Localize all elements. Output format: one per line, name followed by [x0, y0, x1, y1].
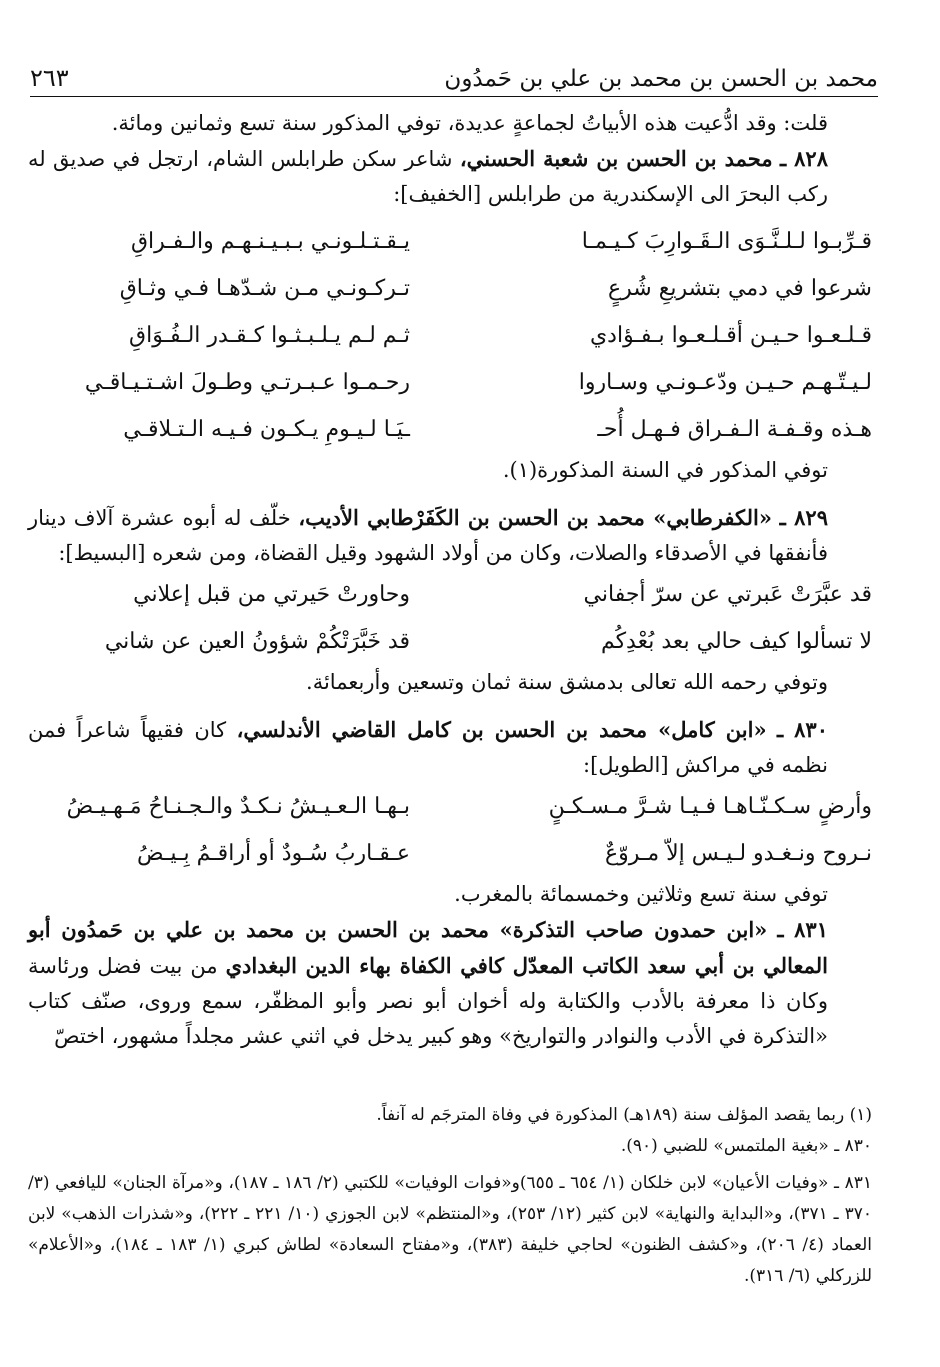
- second-hemistich: عـقـاربُ سُـودٌ أو أراقـمُ بِـيـضُ: [137, 841, 410, 866]
- entry-number: ٨٢٩ ـ: [779, 505, 828, 530]
- page-number: ٢٦٣: [30, 64, 69, 92]
- entry-text: كان فقيهاً شاعراً فمن نظمه في مراكش [الطويل]:: [28, 718, 828, 777]
- verse-line: [28, 218, 872, 265]
- verse-line: [28, 571, 872, 618]
- first-hemistich: لا تسألوا كيف حالي بعد بُعْدِكُم: [600, 629, 872, 654]
- death-note: وتوفي رحمه الله تعالى بدمشق سنة ثمان وتسعين وأربعمائة.: [306, 670, 828, 694]
- death-note: توفي سنة تسع وثلاثين وخمسمائة بالمغرب.: [454, 882, 828, 906]
- entry-name: «ابن كامل» محمد بن الحسن بن كامل القاضي الأندلسي،: [236, 717, 767, 742]
- verse-line: [28, 312, 872, 359]
- entry-name: محمد بن الحسن بن شعبة الحسني،: [459, 146, 773, 171]
- first-hemistich: قد عبَّرَتْ عَبرتي عن سرّ أجفاني: [583, 582, 872, 607]
- entry-number: ٨٣٠ ـ: [776, 717, 828, 742]
- first-hemistich: نـروح ونـغـدو لـيـس إلاّ مـروّعٌ: [605, 841, 872, 866]
- poem-828: [28, 218, 872, 453]
- verse-line: [28, 406, 872, 453]
- second-hemistich: رحـمـوا عـبـرتـي وطـولَ اشـتـيـاقـي: [84, 370, 410, 395]
- entry-831: [28, 912, 872, 1054]
- first-hemistich: وأرضٍ سـكـنّـاهـا فـيـا شـرَّ مـسـكـنٍ: [548, 794, 872, 819]
- death-note: توفي المذكور في السنة المذكورة(١).: [502, 458, 828, 482]
- entry-text: شاعر سكن طرابلس الشام، ارتجل في صديق له ركب البحرَ الى الإسكندرية من طرابلس [الخفيف]:: [28, 147, 828, 206]
- page-header: [30, 52, 878, 97]
- second-hemistich: ـيَـا لـيـومِ يـكـون فـيـه الـتـلاقـي: [123, 417, 410, 442]
- first-hemistich: قـلـعـوا حـيـن أقـلـعـوا بـفـؤادي: [589, 323, 872, 348]
- second-hemistich: تـركـونـي مـن شـدّهـا فـي وثـاقِ: [119, 276, 410, 301]
- entry-number: ٨٢٨ ـ: [779, 146, 828, 171]
- entry-828: [28, 141, 872, 212]
- footnote-830: ٨٣٠ ـ «بغية الملتمس» للضبي (٩٠).: [620, 1136, 872, 1156]
- entry-text: من بيت فضل ورئاسة وكان ذا معرفة بالأدب والكتابة وله أخوان أبو نصر وأبو المظفّر، سمع وروى، صنّف كتاب «التذكرة في الأدب والنوادر والتواريخ» وهو كبير يدخل في اثني عشر مجلداً مشهور، اختصّ: [28, 954, 828, 1048]
- entry-text: خلّف له أبوه عشرة آلاف دينار فأنفقها في الأصدقاء والصلات، وكان من أولاد الشهود وقيل القضاة، ومن شعره [البسيط]:: [28, 506, 828, 565]
- page-body: [28, 106, 872, 1054]
- first-hemistich: شرعوا في دمي بتشريعِ شُرعٍ: [608, 276, 872, 301]
- verse-line: [28, 618, 872, 665]
- footnote-1: (١) ربما يقصد المؤلف سنة (١٨٩هـ) المذكورة في وفاة المترجَم له آنفاً.: [376, 1105, 872, 1125]
- footnote-831: ٨٣١ ـ «وفيات الأعيان» لابن خلكان (١/ ٦٥٤ ـ ٦٥٥)و«فوات الوفيات» للكتبي (٢/ ١٨٦ ـ ١٨٧)، و«مرآة الجنان» لليافعي (٣/ ٣٧٠ ـ ٣٧١)، و«البداية والنهاية» لابن كثير (١٢/ ٢٥٣)، و«المنتظم» لابن الجوزي (١٠/ ٢٢١ ـ ٢٢٢)، و«شذرات الذهب» لابن العماد (٤/ ٢٠٦)، و«كشف الظنون» لحاجي خليفة (٣٨٣)، و«مفتاح السعادة» لطاش كبري (١/ ١٨٣ ـ ١٨٤)، و«الأعلام» للزركلي (٦/ ٣١٦).: [28, 1173, 873, 1286]
- second-hemistich: ثـم لـم يـلـبـثـوا كـقـدر الـفُـوَاقِ: [129, 323, 410, 348]
- entry-830: [28, 712, 872, 783]
- verse-line: [28, 783, 872, 830]
- first-hemistich: هـذه وقـفـة الـفـراق فـهـل أُحـ: [597, 417, 872, 442]
- note-paragraph: قلت: وقد ادُّعيت هذه الأبياتُ لجماعةٍ عديدة، توفي المذكور سنة تسع وثمانين ومائة.: [111, 111, 828, 135]
- poem-830: [28, 783, 872, 877]
- second-hemistich: قد خَبَّرَتْكُمْ شؤونُ العين عن شاني: [104, 629, 410, 654]
- running-title: محمد بن الحسن بن محمد بن علي بن حَمدُون: [444, 66, 878, 92]
- entry-name: «الكفرطابي» محمد بن الحسن بن الكَفَرْطابي الأديب،: [298, 505, 772, 530]
- poem-829: [28, 571, 872, 665]
- second-hemistich: بـهـا الـعـيـشُ نـكـدٌ والـجـنـاحُ مَـهـيـضُ: [66, 794, 410, 819]
- second-hemistich: وحاورتْ حَيرتي من قبل إعلاني: [133, 582, 410, 607]
- second-hemistich: يـقـتـلـونـي بـبـيـنـهـم والـفـراقِ: [130, 229, 410, 254]
- entry-number: ٨٣١ ـ: [777, 917, 828, 942]
- first-hemistich: لـيـتّـهـم حـيـن ودّعـونـي وسـاروا: [578, 370, 872, 395]
- footnotes: [28, 1100, 872, 1292]
- entry-name: «ابن حمدون صاحب التذكرة» محمد بن الحسن بن محمد بن علي بن حَمدُون أبو المعالي بن أبي سعد الكاتب المعدّل كافي الكفاة بهاء الدين البغدادي: [28, 917, 828, 978]
- verse-line: [28, 830, 872, 877]
- first-hemistich: قـرِّبـوا لـلـنَّـوَى الـقَـوارِبَ كـيـمـا: [581, 229, 872, 254]
- entry-829: [28, 500, 872, 571]
- verse-line: [28, 359, 872, 406]
- verse-line: [28, 265, 872, 312]
